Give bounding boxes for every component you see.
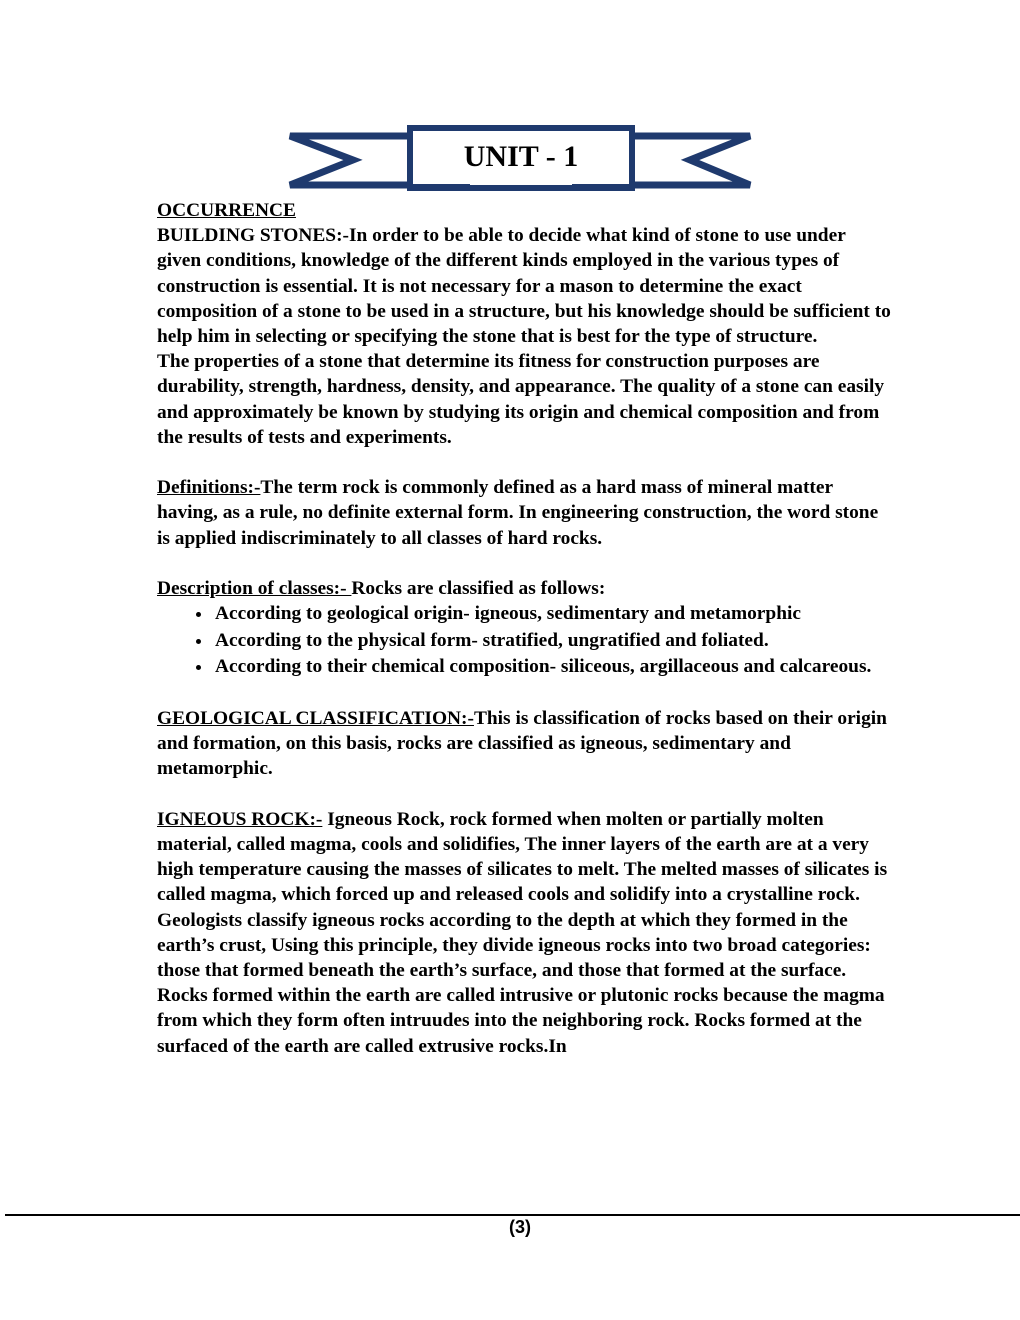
geological-label: GEOLOGICAL CLASSIFICATION:- bbox=[157, 707, 474, 729]
geological-text: This is classification of rocks based on their origin and formation, on this basis, rocks are classified as igneous, sedimentary and metamorphic. bbox=[157, 707, 887, 780]
footer-divider bbox=[5, 1214, 1020, 1216]
classes-list bbox=[157, 601, 892, 681]
description-label: Description of classes:- bbox=[157, 578, 352, 600]
list-item: • According to geological origin- igneous, sedimentary and metamorphic bbox=[213, 601, 892, 628]
building-stones-paragraph: BUILDING STONES:-In order to be able to decide what kind of stone to use under given conditions, knowledge of the different kinds employed in the various types of construction is essential. It is not necessary for a mason to determine the exact composition of a stone to be used in a structure, but his knowledge should be sufficient to help him in selecting or specifying the stone that is best for the type of structure. bbox=[157, 225, 891, 348]
occurrence-heading: OCCURRENCE bbox=[157, 200, 296, 221]
description-text: Rocks are classified as follows: bbox=[351, 578, 606, 600]
banner-left-tail bbox=[290, 136, 410, 185]
banner-fold-left bbox=[410, 184, 470, 190]
definitions-paragraph bbox=[157, 475, 892, 551]
description-paragraph bbox=[157, 576, 892, 601]
banner-fold-right bbox=[572, 184, 632, 190]
page-number: (3) bbox=[509, 1217, 531, 1237]
list-item: • According to their chemical composition- siliceous, argillaceous and calcareous. bbox=[213, 654, 892, 681]
igneous-label: IGNEOUS ROCK:- bbox=[157, 808, 323, 830]
geological-classification-paragraph bbox=[157, 706, 892, 782]
stone-properties-paragraph: The properties of a stone that determine its fitness for construction purposes are durability, strength, hardness, density, and appearance. The quality of a stone can easily and approximately be known by studying its origin and chemical composition and from the results of tests and experiments. bbox=[157, 351, 885, 448]
unit-title: UNIT - 1 bbox=[463, 140, 579, 173]
igneous-classification-paragraph: Geologists classify igneous rocks according to the depth at which they formed in the earth’s crust, Using this principle, they divide igneous rocks into two broad categories: those that formed beneath the earth’s surface, and those that formed at the surface. bbox=[157, 909, 871, 981]
list-item: • According to the physical form- stratified, ungratified and foliated. bbox=[213, 628, 892, 655]
igneous-rock-paragraph bbox=[157, 807, 892, 908]
banner-right-tail bbox=[635, 136, 750, 185]
definitions-text: The term rock is commonly defined as a hard mass of mineral matter having, as a rule, no definite external form. In engineering construction, the word stone is applied indiscriminately to all classes of hard rocks. bbox=[157, 477, 879, 549]
igneous-text: Igneous Rock, rock formed when molten or partially molten material, called magma, cools and solidifies, The inner layers of the earth are at a very high temperature causing the masses of silicates to melt. The melted masses of silicates is called magma, which forced up and released cools and solidify into a crystalline rock. bbox=[157, 808, 888, 906]
definitions-label: Definitions:- bbox=[157, 477, 261, 499]
document-body bbox=[157, 198, 892, 1059]
intrusive-extrusive-paragraph: Rocks formed within the earth are called intrusive or plutonic rocks because the magma from which they form often intruudes into the neighboring rock. Rocks formed at the surfaced of the earth are called extrusive rocks.In bbox=[157, 985, 885, 1057]
